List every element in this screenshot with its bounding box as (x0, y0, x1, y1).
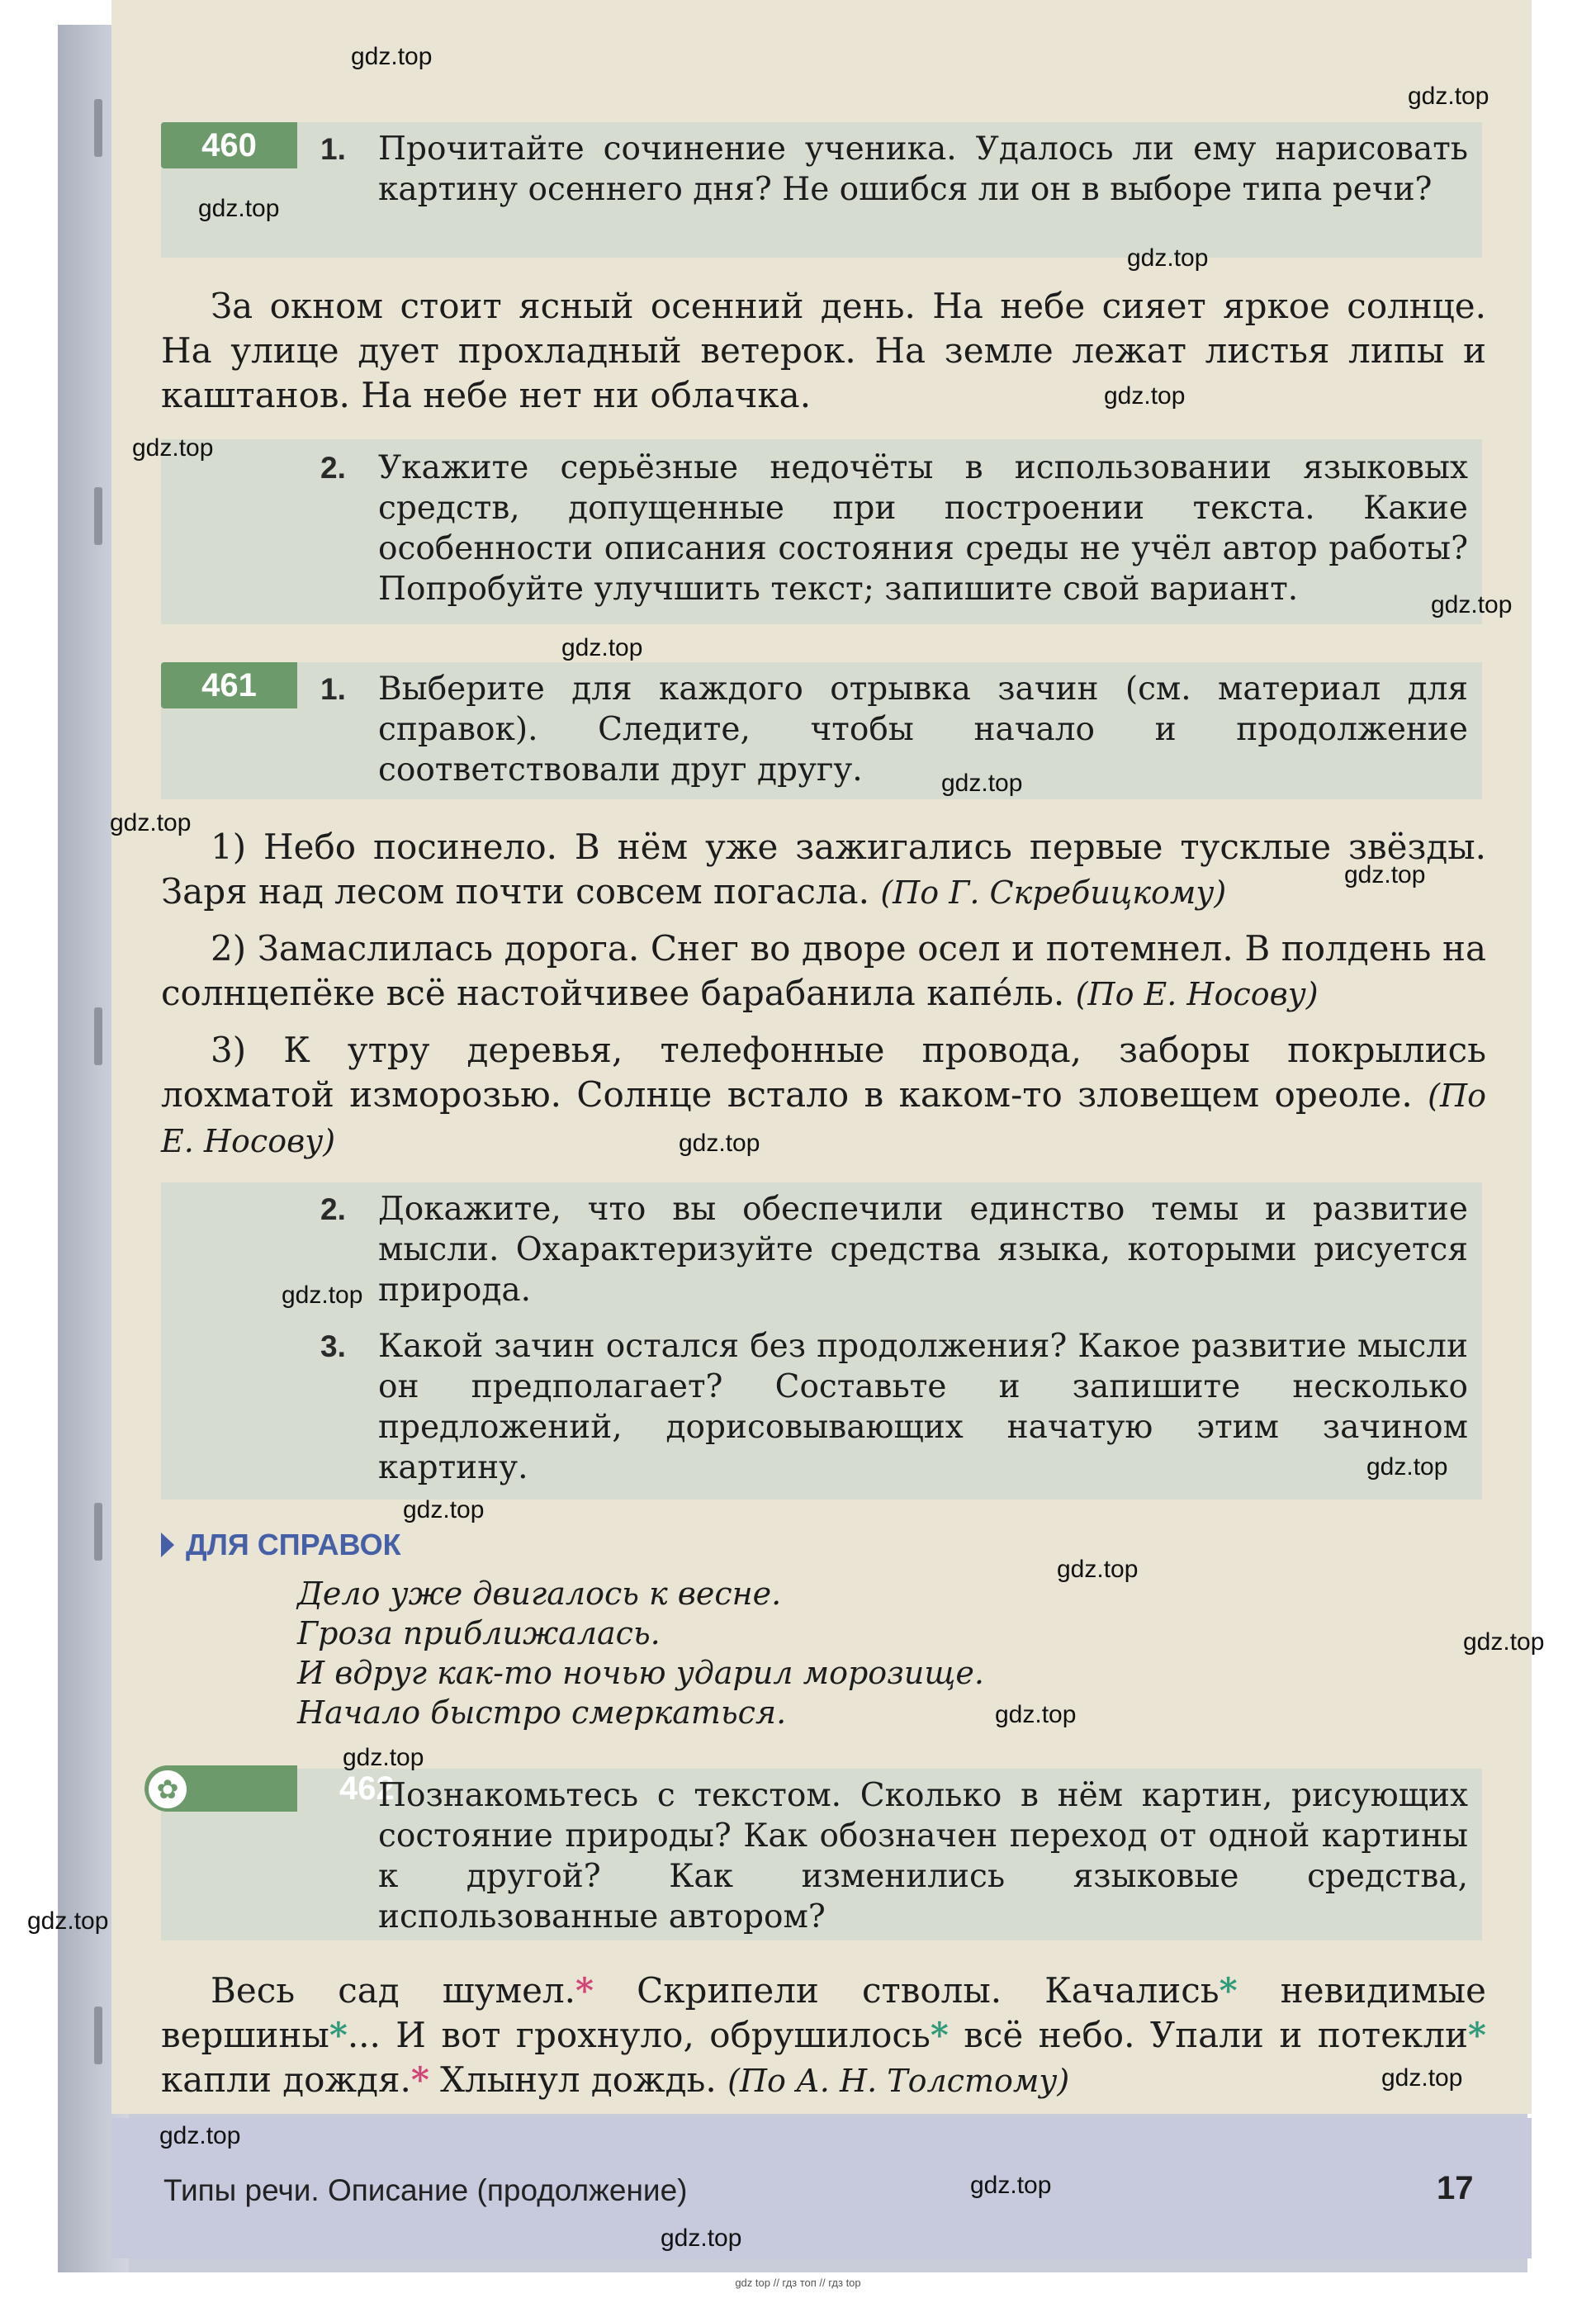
watermark: gdz.top (1408, 83, 1489, 110)
task-461-item-3 (320, 1326, 1468, 1488)
task-461-item-1 (320, 669, 1468, 790)
task-461-number: 461 (161, 662, 297, 708)
watermark: gdz.top (403, 1496, 485, 1523)
item-number: 2. (320, 451, 346, 485)
student-essay: За окном стоит ясный осенний день. На небе сияет яркое солнце. На улице дует прохладный ветерок. На земле лежат листья липы и каштанов. На небе нет ни облачка. (161, 286, 1486, 415)
task-462-item (320, 1775, 1468, 1937)
item-text: Познакомьтесь с текстом. Сколько в нём картин, рисующих состояние природы? Как обозначен переход от одной картины к другой? Как изменились языковые средства, использованные автором? (378, 1777, 1468, 1936)
watermark: gdz.top (679, 1130, 760, 1157)
item-text: Прочитайте сочинение ученика. Удалось ли ему нарисовать картину осеннего дня? Не ошибся ли он в выборе типа речи? (378, 130, 1468, 208)
watermark: gdz.top (198, 195, 280, 222)
watermark: gdz.top (27, 1907, 109, 1935)
asterisk-mark: * (930, 2015, 949, 2055)
excerpt-3 (161, 1028, 1486, 1163)
reference-line: Начало быстро смеркаться. (297, 1694, 787, 1731)
text-part: Весь сад шумел. (211, 1970, 576, 2011)
item-text: Какой зачин остался без продолжения? Какое развитие мысли он предполагает? Составьте и запишите несколько предложений, дорисовывающих начатую этим зачином картину. (378, 1328, 1468, 1486)
excerpt-text: 3) К утру деревья, телефонные провода, заборы покрылись лохматой изморозью. Солнце встало в каком-то зловещем ореоле. (161, 1030, 1486, 1115)
watermark: gdz.top (1104, 382, 1186, 410)
asterisk-mark: * (329, 2015, 348, 2055)
item-number: 2. (320, 1192, 346, 1226)
footer-title: Типы речи. Описание (продолжение) (163, 2173, 688, 2207)
reference-title-text: ДЛЯ СПРАВОК (186, 1528, 401, 1561)
watermark: gdz.top (995, 1701, 1077, 1728)
page-number: 17 (1437, 2170, 1474, 2206)
excerpt-source: (По Г. Скребицкому) (880, 874, 1227, 911)
watermark: gdz.top (1127, 244, 1209, 272)
watermark: gdz.top (1431, 591, 1513, 618)
task-461-item-2 (320, 1189, 1468, 1310)
excerpt-text: 1) Небо посинело. В нём уже зажигались первые тусклые звёзды. Заря над лесом почти совсем погасла. (161, 827, 1486, 912)
task-460-number: 460 (161, 122, 297, 168)
item-text: Докажите, что вы обеспечили единство темы и развитие мысли. Охарактеризуйте средства языка, которыми рисуется природа. (378, 1191, 1468, 1309)
spine-mark (94, 1503, 102, 1561)
watermark: gdz.top (941, 770, 1023, 797)
text-part: Скрипели стволы. Качались (594, 1970, 1219, 2011)
reference-line: Гроза приближалась. (297, 1615, 661, 1651)
bottom-note: gdz top // гдз топ // гдз top (735, 2277, 861, 2289)
reference-line: И вдруг как-то ночью ударил морозище. (297, 1655, 984, 1691)
reference-line: Дело уже двигалось к весне. (297, 1575, 782, 1612)
excerpt-source: (По Е. Носову) (1075, 976, 1319, 1012)
watermark: gdz.top (970, 2172, 1052, 2199)
watermark: gdz.top (561, 634, 643, 661)
reference-title (161, 1528, 401, 1562)
tolstoy-text (161, 1969, 1486, 2103)
text-source: (По А. Н. Толстому) (727, 2063, 1070, 2099)
watermark: gdz.top (1344, 861, 1426, 888)
triangle-icon (161, 1533, 174, 1557)
spine-mark (94, 2007, 102, 2064)
item-number: 1. (320, 132, 346, 166)
excerpt-source: (По Е. Носову) (161, 1078, 1486, 1159)
text-part: Хлынул дождь. (429, 2059, 728, 2100)
watermark: gdz.top (282, 1282, 363, 1309)
watermark: gdz.top (1463, 1628, 1545, 1656)
asterisk-mark: * (1468, 2015, 1486, 2055)
spine-mark (94, 487, 102, 545)
watermark: gdz.top (343, 1744, 424, 1771)
excerpt-text: 2) Замаслилась дорога. Снег во дворе осел и потемнел. В полдень на солнцепёке всё настойчивее барабанила капе́ль. (161, 928, 1486, 1013)
item-number: 3. (320, 1329, 346, 1363)
watermark: gdz.top (110, 809, 192, 836)
excerpt-1 (161, 825, 1486, 915)
item-text: Выберите для каждого отрывка зачин (см. материал для справок). Следите, чтобы начало и продолжение соответствовали друг другу. (378, 670, 1468, 789)
flower-icon: ✿ (147, 1769, 188, 1810)
spine-mark (94, 1007, 102, 1065)
watermark: gdz.top (159, 2122, 241, 2149)
task-460-item-2 (320, 448, 1468, 609)
text-part: невидимые вершины (161, 1970, 1486, 2055)
watermark: gdz.top (661, 2225, 742, 2252)
task-462-number: 462 (339, 1770, 395, 1807)
item-number: 1. (320, 672, 346, 706)
spine-mark (94, 99, 102, 157)
text-part: ... И вот грохнуло, обрушилось (347, 2015, 931, 2055)
excerpt-2 (161, 926, 1486, 1016)
asterisk-mark: * (410, 2059, 429, 2100)
text-part: капли дождя. (161, 2059, 411, 2100)
asterisk-mark: * (575, 1970, 594, 2011)
watermark: gdz.top (351, 43, 433, 70)
text-part: всё небо. Упали и потекли (948, 2015, 1469, 2055)
item-text: Укажите серьёзные недочёты в использовании языковых средств, допущенные при построении текста. Какие особенности описания состояния среды не учёл автор работы? Попробуйте улучшить текст; запишите свой вариант. (378, 449, 1468, 608)
watermark: gdz.top (1057, 1556, 1139, 1583)
watermark: gdz.top (132, 434, 214, 462)
watermark: gdz.top (1381, 2064, 1463, 2092)
asterisk-mark: * (1219, 1970, 1238, 2011)
watermark: gdz.top (1366, 1453, 1448, 1481)
task-460-item-1 (320, 129, 1468, 210)
